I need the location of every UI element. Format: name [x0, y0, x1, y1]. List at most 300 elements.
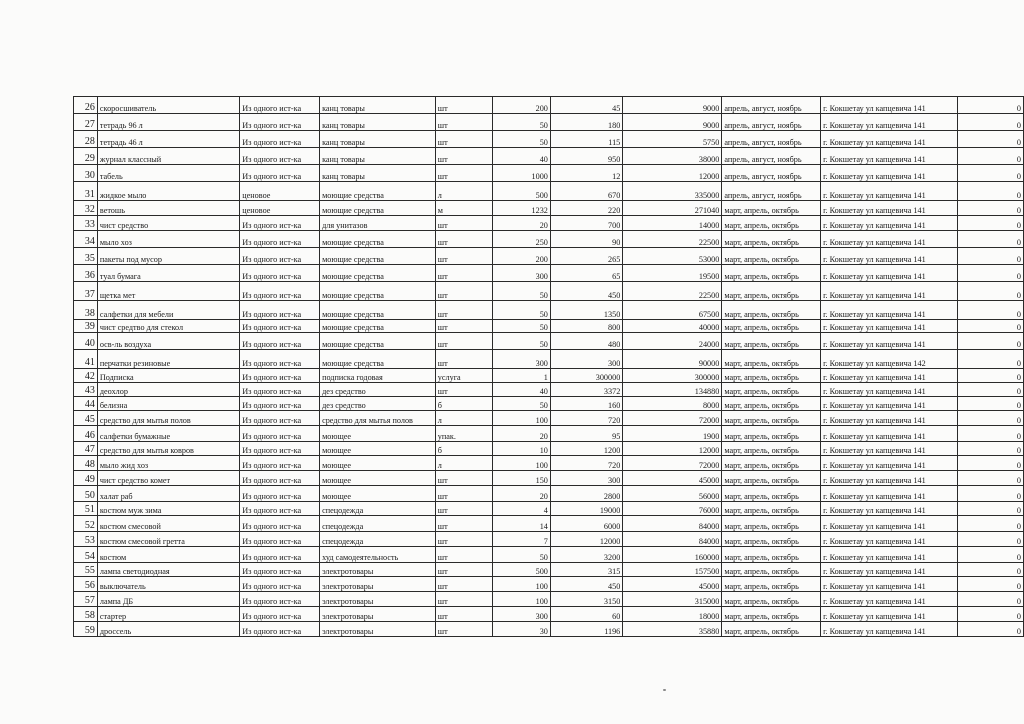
unit-price-cell: 19000	[550, 502, 622, 516]
row-number-cell: 31	[74, 182, 98, 201]
scan-speck	[663, 689, 666, 691]
total-sum-cell: 271040	[623, 201, 722, 216]
table-row	[74, 201, 1024, 216]
table-row	[74, 97, 1024, 114]
procurement-method-cell: Из одного ист-ка	[240, 97, 320, 114]
delivery-period-cell: апрель, август, ноябрь	[722, 165, 821, 182]
row-number-cell: 48	[74, 456, 98, 471]
last-column-value-cell: 0	[957, 131, 1023, 148]
unit-price-cell: 720	[550, 411, 622, 426]
item-category-cell: канц товары	[320, 148, 436, 165]
delivery-place-cell: г. Кокшетау ул капцевича 141	[821, 411, 958, 426]
unit-price-cell: 60	[550, 607, 622, 622]
delivery-place-cell: г. Кокшетау ул капцевича 141	[821, 486, 958, 502]
quantity-cell: 50	[493, 114, 551, 131]
total-sum-cell: 5750	[623, 131, 722, 148]
last-column-value-cell: 0	[957, 216, 1023, 231]
last-column-value-cell: 0	[957, 426, 1023, 442]
last-column-value-cell: 0	[957, 369, 1023, 383]
last-column-value-cell: 0	[957, 592, 1023, 607]
item-category-cell: канц товары	[320, 114, 436, 131]
delivery-period-cell: март, апрель, октябрь	[722, 622, 821, 637]
last-column-value-cell: 0	[957, 547, 1023, 563]
item-category-cell: моющие средства	[320, 320, 436, 333]
unit-price-cell: 115	[550, 131, 622, 148]
quantity-cell: 20	[493, 426, 551, 442]
unit-of-measure-cell: шт	[435, 282, 493, 301]
table-row	[74, 486, 1024, 502]
unit-price-cell: 95	[550, 426, 622, 442]
item-name-cell: костюм	[97, 547, 239, 563]
unit-of-measure-cell: шт	[435, 165, 493, 182]
unit-of-measure-cell: л	[435, 411, 493, 426]
procurement-method-cell: Из одного ист-ка	[240, 282, 320, 301]
delivery-place-cell: г. Кокшетау ул капцевича 141	[821, 182, 958, 201]
delivery-period-cell: март, апрель, октябрь	[722, 350, 821, 369]
unit-price-cell: 180	[550, 114, 622, 131]
item-name-cell: чист средство	[97, 216, 239, 231]
delivery-period-cell: март, апрель, октябрь	[722, 502, 821, 516]
item-name-cell: средство для мытья полов	[97, 411, 239, 426]
delivery-place-cell: г. Кокшетау ул капцевича 141	[821, 383, 958, 397]
item-name-cell: стартер	[97, 607, 239, 622]
row-number-cell: 49	[74, 471, 98, 486]
item-category-cell: спецодежда	[320, 516, 436, 532]
total-sum-cell: 53000	[623, 248, 722, 265]
row-number-cell: 54	[74, 547, 98, 563]
delivery-period-cell: март, апрель, октябрь	[722, 248, 821, 265]
unit-price-cell: 12000	[550, 532, 622, 547]
item-name-cell: тетрадь 46 л	[97, 131, 239, 148]
total-sum-cell: 38000	[623, 148, 722, 165]
delivery-period-cell: март, апрель, октябрь	[722, 442, 821, 456]
last-column-value-cell: 0	[957, 397, 1023, 411]
item-category-cell: моющие средства	[320, 301, 436, 320]
row-number-cell: 38	[74, 301, 98, 320]
unit-of-measure-cell: шт	[435, 547, 493, 563]
delivery-period-cell: март, апрель, октябрь	[722, 516, 821, 532]
unit-price-cell: 1200	[550, 442, 622, 456]
unit-price-cell: 315	[550, 563, 622, 577]
total-sum-cell: 45000	[623, 577, 722, 592]
quantity-cell: 20	[493, 486, 551, 502]
item-category-cell: моющие средства	[320, 201, 436, 216]
total-sum-cell: 12000	[623, 165, 722, 182]
delivery-place-cell: г. Кокшетау ул капцевича 141	[821, 471, 958, 486]
procurement-method-cell: Из одного ист-ка	[240, 148, 320, 165]
item-name-cell: костюм смесовой гретта	[97, 532, 239, 547]
delivery-place-cell: г. Кокшетау ул капцевича 141	[821, 442, 958, 456]
item-name-cell: пакеты под мусор	[97, 248, 239, 265]
table-row	[74, 350, 1024, 369]
last-column-value-cell: 0	[957, 456, 1023, 471]
item-category-cell: канц товары	[320, 131, 436, 148]
delivery-place-cell: г. Кокшетау ул капцевича 141	[821, 397, 958, 411]
item-name-cell: выключатель	[97, 577, 239, 592]
unit-of-measure-cell: б	[435, 397, 493, 411]
unit-of-measure-cell: шт	[435, 532, 493, 547]
quantity-cell: 100	[493, 456, 551, 471]
quantity-cell: 50	[493, 547, 551, 563]
unit-of-measure-cell: шт	[435, 301, 493, 320]
procurement-method-cell: ценовое	[240, 182, 320, 201]
delivery-period-cell: март, апрель, октябрь	[722, 592, 821, 607]
procurement-method-cell: Из одного ист-ка	[240, 502, 320, 516]
row-number-cell: 33	[74, 216, 98, 231]
table-row	[74, 577, 1024, 592]
unit-price-cell: 160	[550, 397, 622, 411]
unit-price-cell: 12	[550, 165, 622, 182]
row-number-cell: 36	[74, 265, 98, 282]
item-category-cell: моющее	[320, 442, 436, 456]
last-column-value-cell: 0	[957, 282, 1023, 301]
delivery-place-cell: г. Кокшетау ул капцевича 141	[821, 532, 958, 547]
quantity-cell: 14	[493, 516, 551, 532]
unit-of-measure-cell: шт	[435, 265, 493, 282]
delivery-period-cell: март, апрель, октябрь	[722, 577, 821, 592]
delivery-place-cell: г. Кокшетау ул капцевича 141	[821, 148, 958, 165]
total-sum-cell: 84000	[623, 532, 722, 547]
item-name-cell: костюм муж зима	[97, 502, 239, 516]
row-number-cell: 52	[74, 516, 98, 532]
unit-price-cell: 670	[550, 182, 622, 201]
item-category-cell: спецодежда	[320, 532, 436, 547]
table-row	[74, 248, 1024, 265]
item-name-cell: костюм смесовой	[97, 516, 239, 532]
procurement-method-cell: Из одного ист-ка	[240, 165, 320, 182]
total-sum-cell: 22500	[623, 282, 722, 301]
delivery-period-cell: март, апрель, октябрь	[722, 397, 821, 411]
item-category-cell: электротовары	[320, 622, 436, 637]
unit-price-cell: 300	[550, 471, 622, 486]
table-row	[74, 516, 1024, 532]
unit-of-measure-cell: б	[435, 442, 493, 456]
last-column-value-cell: 0	[957, 248, 1023, 265]
item-name-cell: жидкое мыло	[97, 182, 239, 201]
table-row	[74, 383, 1024, 397]
unit-of-measure-cell: шт	[435, 471, 493, 486]
last-column-value-cell: 0	[957, 333, 1023, 350]
item-name-cell: табель	[97, 165, 239, 182]
quantity-cell: 500	[493, 563, 551, 577]
last-column-value-cell: 0	[957, 471, 1023, 486]
item-name-cell: лампа светодиодная	[97, 563, 239, 577]
item-name-cell: туал бумага	[97, 265, 239, 282]
procurement-method-cell: Из одного ист-ка	[240, 607, 320, 622]
item-name-cell: деохлор	[97, 383, 239, 397]
unit-of-measure-cell: шт	[435, 248, 493, 265]
delivery-place-cell: г. Кокшетау ул капцевича 141	[821, 547, 958, 563]
quantity-cell: 7	[493, 532, 551, 547]
procurement-method-cell: Из одного ист-ка	[240, 265, 320, 282]
procurement-method-cell: Из одного ист-ка	[240, 411, 320, 426]
unit-price-cell: 300	[550, 350, 622, 369]
item-category-cell: моющие средства	[320, 231, 436, 248]
table-row	[74, 231, 1024, 248]
table-row	[74, 165, 1024, 182]
row-number-cell: 53	[74, 532, 98, 547]
last-column-value-cell: 0	[957, 516, 1023, 532]
total-sum-cell: 1900	[623, 426, 722, 442]
item-name-cell: мыло хоз	[97, 231, 239, 248]
row-number-cell: 34	[74, 231, 98, 248]
quantity-cell: 100	[493, 592, 551, 607]
last-column-value-cell: 0	[957, 165, 1023, 182]
total-sum-cell: 35880	[623, 622, 722, 637]
delivery-period-cell: март, апрель, октябрь	[722, 607, 821, 622]
unit-of-measure-cell: шт	[435, 486, 493, 502]
table-row	[74, 456, 1024, 471]
total-sum-cell: 134880	[623, 383, 722, 397]
delivery-period-cell: март, апрель, октябрь	[722, 411, 821, 426]
unit-price-cell: 220	[550, 201, 622, 216]
quantity-cell: 300	[493, 607, 551, 622]
row-number-cell: 41	[74, 350, 98, 369]
delivery-period-cell: март, апрель, октябрь	[722, 563, 821, 577]
unit-price-cell: 3372	[550, 383, 622, 397]
item-name-cell: перчатки резиновые	[97, 350, 239, 369]
delivery-place-cell: г. Кокшетау ул капцевича 142	[821, 350, 958, 369]
item-name-cell: тетрадь 96 л	[97, 114, 239, 131]
delivery-place-cell: г. Кокшетау ул капцевича 141	[821, 333, 958, 350]
procurement-method-cell: Из одного ист-ка	[240, 333, 320, 350]
unit-price-cell: 450	[550, 282, 622, 301]
row-number-cell: 27	[74, 114, 98, 131]
unit-price-cell: 45	[550, 97, 622, 114]
item-name-cell: чист средтво для стекол	[97, 320, 239, 333]
item-name-cell: средство для мытья ковров	[97, 442, 239, 456]
quantity-cell: 40	[493, 383, 551, 397]
delivery-period-cell: март, апрель, октябрь	[722, 231, 821, 248]
unit-price-cell: 1350	[550, 301, 622, 320]
unit-of-measure-cell: шт	[435, 516, 493, 532]
row-number-cell: 44	[74, 397, 98, 411]
item-name-cell: скоросшиватель	[97, 97, 239, 114]
quantity-cell: 50	[493, 301, 551, 320]
unit-price-cell: 3150	[550, 592, 622, 607]
procurement-method-cell: Из одного ист-ка	[240, 577, 320, 592]
procurement-method-cell: Из одного ист-ка	[240, 516, 320, 532]
delivery-period-cell: март, апрель, октябрь	[722, 383, 821, 397]
unit-of-measure-cell: шт	[435, 350, 493, 369]
procurement-method-cell: Из одного ист-ка	[240, 231, 320, 248]
row-number-cell: 56	[74, 577, 98, 592]
item-category-cell: канц товары	[320, 97, 436, 114]
table-row	[74, 333, 1024, 350]
total-sum-cell: 56000	[623, 486, 722, 502]
row-number-cell: 29	[74, 148, 98, 165]
row-number-cell: 40	[74, 333, 98, 350]
table-row	[74, 131, 1024, 148]
delivery-place-cell: г. Кокшетау ул капцевича 141	[821, 216, 958, 231]
table-row	[74, 182, 1024, 201]
last-column-value-cell: 0	[957, 114, 1023, 131]
table-body	[74, 97, 1024, 637]
row-number-cell: 59	[74, 622, 98, 637]
delivery-period-cell: апрель, август, ноябрь	[722, 131, 821, 148]
unit-of-measure-cell: шт	[435, 622, 493, 637]
table-row	[74, 547, 1024, 563]
unit-of-measure-cell: м	[435, 201, 493, 216]
unit-of-measure-cell: услуга	[435, 369, 493, 383]
last-column-value-cell: 0	[957, 607, 1023, 622]
unit-of-measure-cell: шт	[435, 577, 493, 592]
row-number-cell: 35	[74, 248, 98, 265]
table-row	[74, 282, 1024, 301]
last-column-value-cell: 0	[957, 383, 1023, 397]
unit-of-measure-cell: упак.	[435, 426, 493, 442]
unit-price-cell: 2800	[550, 486, 622, 502]
delivery-place-cell: г. Кокшетау ул капцевича 141	[821, 114, 958, 131]
procurement-method-cell: Из одного ист-ка	[240, 383, 320, 397]
row-number-cell: 47	[74, 442, 98, 456]
unit-price-cell: 90	[550, 231, 622, 248]
total-sum-cell: 160000	[623, 547, 722, 563]
total-sum-cell: 315000	[623, 592, 722, 607]
delivery-period-cell: март, апрель, октябрь	[722, 426, 821, 442]
procurement-method-cell: Из одного ист-ка	[240, 301, 320, 320]
procurement-method-cell: Из одного ист-ка	[240, 426, 320, 442]
row-number-cell: 30	[74, 165, 98, 182]
item-category-cell: электротовары	[320, 607, 436, 622]
unit-price-cell: 6000	[550, 516, 622, 532]
table-row	[74, 442, 1024, 456]
total-sum-cell: 9000	[623, 114, 722, 131]
table-row	[74, 216, 1024, 231]
row-number-cell: 32	[74, 201, 98, 216]
delivery-place-cell: г. Кокшетау ул капцевича 141	[821, 563, 958, 577]
unit-of-measure-cell: шт	[435, 231, 493, 248]
delivery-place-cell: г. Кокшетау ул капцевича 141	[821, 369, 958, 383]
item-name-cell: осв-ль воздуха	[97, 333, 239, 350]
delivery-place-cell: г. Кокшетау ул капцевича 141	[821, 301, 958, 320]
procurement-method-cell: Из одного ист-ка	[240, 216, 320, 231]
item-name-cell: щетка мет	[97, 282, 239, 301]
total-sum-cell: 12000	[623, 442, 722, 456]
unit-price-cell: 3200	[550, 547, 622, 563]
total-sum-cell: 72000	[623, 411, 722, 426]
quantity-cell: 200	[493, 248, 551, 265]
item-category-cell: дез средство	[320, 397, 436, 411]
row-number-cell: 45	[74, 411, 98, 426]
last-column-value-cell: 0	[957, 265, 1023, 282]
item-category-cell: моющие средства	[320, 182, 436, 201]
delivery-place-cell: г. Кокшетау ул капцевича 141	[821, 320, 958, 333]
last-column-value-cell: 0	[957, 301, 1023, 320]
row-number-cell: 57	[74, 592, 98, 607]
total-sum-cell: 22500	[623, 231, 722, 248]
total-sum-cell: 76000	[623, 502, 722, 516]
item-name-cell: чист средство комет	[97, 471, 239, 486]
table-row	[74, 607, 1024, 622]
total-sum-cell: 90000	[623, 350, 722, 369]
total-sum-cell: 157500	[623, 563, 722, 577]
procurement-method-cell: Из одного ист-ка	[240, 397, 320, 411]
item-name-cell: белизна	[97, 397, 239, 411]
table-row	[74, 592, 1024, 607]
quantity-cell: 4	[493, 502, 551, 516]
table-row	[74, 411, 1024, 426]
table-row	[74, 502, 1024, 516]
last-column-value-cell: 0	[957, 411, 1023, 426]
quantity-cell: 10	[493, 442, 551, 456]
quantity-cell: 30	[493, 622, 551, 637]
quantity-cell: 20	[493, 216, 551, 231]
item-category-cell: моющее	[320, 471, 436, 486]
unit-of-measure-cell: шт	[435, 97, 493, 114]
last-column-value-cell: 0	[957, 182, 1023, 201]
item-category-cell: канц товары	[320, 165, 436, 182]
row-number-cell: 55	[74, 563, 98, 577]
delivery-period-cell: апрель, август, ноябрь	[722, 182, 821, 201]
table-row	[74, 114, 1024, 131]
row-number-cell: 46	[74, 426, 98, 442]
delivery-period-cell: март, апрель, октябрь	[722, 471, 821, 486]
delivery-place-cell: г. Кокшетау ул капцевича 141	[821, 97, 958, 114]
item-name-cell: салфетки для мебели	[97, 301, 239, 320]
quantity-cell: 40	[493, 148, 551, 165]
quantity-cell: 250	[493, 231, 551, 248]
procurement-method-cell: Из одного ист-ка	[240, 350, 320, 369]
row-number-cell: 50	[74, 486, 98, 502]
table-row	[74, 265, 1024, 282]
delivery-period-cell: апрель, август, ноябрь	[722, 114, 821, 131]
row-number-cell: 39	[74, 320, 98, 333]
delivery-place-cell: г. Кокшетау ул капцевича 141	[821, 607, 958, 622]
row-number-cell: 51	[74, 502, 98, 516]
quantity-cell: 1232	[493, 201, 551, 216]
item-category-cell: моющее	[320, 486, 436, 502]
unit-of-measure-cell: шт	[435, 320, 493, 333]
total-sum-cell: 19500	[623, 265, 722, 282]
delivery-period-cell: март, апрель, октябрь	[722, 320, 821, 333]
total-sum-cell: 300000	[623, 369, 722, 383]
last-column-value-cell: 0	[957, 577, 1023, 592]
procurement-method-cell: Из одного ист-ка	[240, 248, 320, 265]
last-column-value-cell: 0	[957, 201, 1023, 216]
total-sum-cell: 8000	[623, 397, 722, 411]
item-category-cell: электротовары	[320, 592, 436, 607]
last-column-value-cell: 0	[957, 320, 1023, 333]
table-row	[74, 426, 1024, 442]
procurement-method-cell: Из одного ист-ка	[240, 369, 320, 383]
total-sum-cell: 18000	[623, 607, 722, 622]
table-row	[74, 532, 1024, 547]
unit-of-measure-cell: шт	[435, 148, 493, 165]
delivery-place-cell: г. Кокшетау ул капцевича 141	[821, 265, 958, 282]
item-name-cell: лампа ДБ	[97, 592, 239, 607]
item-name-cell: Подписка	[97, 369, 239, 383]
total-sum-cell: 84000	[623, 516, 722, 532]
delivery-period-cell: март, апрель, октябрь	[722, 532, 821, 547]
delivery-place-cell: г. Кокшетау ул капцевича 141	[821, 282, 958, 301]
item-category-cell: электротовары	[320, 577, 436, 592]
unit-price-cell: 700	[550, 216, 622, 231]
procurement-method-cell: Из одного ист-ка	[240, 320, 320, 333]
item-name-cell: халат раб	[97, 486, 239, 502]
unit-of-measure-cell: шт	[435, 333, 493, 350]
last-column-value-cell: 0	[957, 502, 1023, 516]
quantity-cell: 100	[493, 577, 551, 592]
delivery-place-cell: г. Кокшетау ул капцевича 141	[821, 577, 958, 592]
delivery-period-cell: апрель, август, ноябрь	[722, 148, 821, 165]
procurement-table	[73, 96, 1024, 637]
table-row	[74, 563, 1024, 577]
last-column-value-cell: 0	[957, 97, 1023, 114]
total-sum-cell: 24000	[623, 333, 722, 350]
item-name-cell: ветошь	[97, 201, 239, 216]
delivery-period-cell: март, апрель, октябрь	[722, 486, 821, 502]
